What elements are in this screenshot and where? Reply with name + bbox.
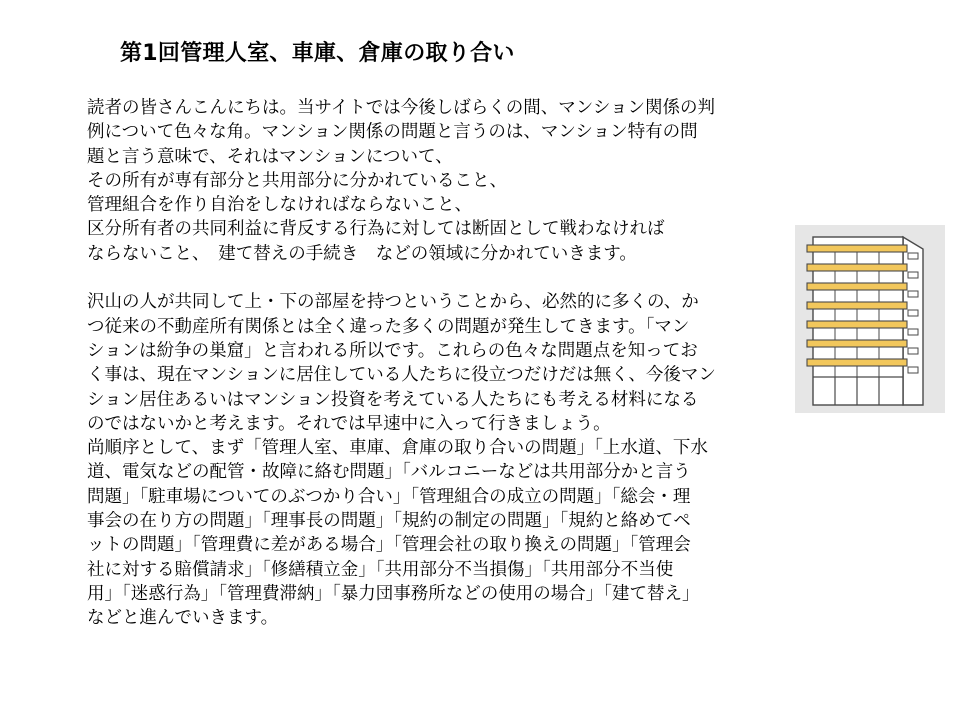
balcony-slab	[807, 302, 907, 309]
text-line: のではないかと考えます。それでは早速中に入って行きましょう。	[87, 413, 611, 434]
text-line: 沢山の人が共同して上・下の部屋を持つということから、必然的に多くの、か	[87, 292, 699, 313]
text-line: 用」「迷惑行為」「管理費滞納」「暴力団事務所などの使用の場合」「建て替え」	[87, 583, 700, 604]
blank-line	[87, 266, 787, 290]
text-line: 読者の皆さんこんにちは。当サイトでは今後しばらくの間、マンション関係の判	[87, 98, 715, 118]
text-line: ションは紛争の巣窟」と言われる所以です。これらの色々な問題点を知ってお	[87, 340, 698, 361]
text-line: つ従来の不動産所有関係とは全く違った多くの問題が発生してきます。「マン	[87, 316, 690, 337]
text-line: ットの問題」「管理費に差がある場合」「管理会社の取り換えの問題」「管理会	[87, 535, 691, 556]
text-line: 管理組合を作り自治をしなければならないこと、	[87, 195, 472, 216]
balcony-slab	[807, 245, 907, 252]
balcony-slab	[807, 359, 907, 366]
body-text	[87, 96, 787, 631]
text-line: 道、電気などの配管・故障に絡む問題」「バルコニーなどは共用部分かと言う	[87, 462, 691, 483]
balcony-slab	[807, 340, 907, 347]
apartment-building-icon	[795, 225, 945, 413]
text-line: 尚順序として、まず「管理人室、車庫、倉庫の取り合いの問題」「上水道、下水	[87, 438, 708, 459]
text-line: ならないこと、 建て替えの手続き などの領域に分かれていきます。	[87, 243, 637, 264]
apartment-illustration	[795, 225, 945, 413]
text-line: 例について色々な角。マンション関係の問題と言うのは、マンション特有の問	[87, 122, 698, 143]
balcony-slab	[807, 321, 907, 328]
text-line: などと進んでいきます。	[87, 608, 279, 629]
page-title: 第1回管理人室、車庫、倉庫の取り合い	[120, 41, 515, 66]
text-line: その所有が専有部分と共用部分に分かれていること、	[87, 170, 507, 191]
balcony-slab	[807, 264, 907, 271]
text-line: ション居住あるいはマンション投資を考えている人たちにも考える材料になる	[87, 389, 699, 410]
text-line: 社に対する賠償請求」「修繕積立金」「共用部分不当損傷」「共用部分不当使	[87, 559, 674, 580]
text-line: 題と言う意味で、それはマンションについて、	[87, 146, 453, 167]
text-line: く事は、現在マンションに居住している人たちに役立つだけだは無く、今後マン	[87, 365, 716, 386]
balcony-slab	[807, 283, 907, 290]
text-line: 区分所有者の共同利益に背反する行為に対しては断固として戦わなければ	[87, 219, 665, 240]
text-line: 事会の在り方の問題」「理事長の問題」「規約の制定の問題」「規約と絡めてペ	[87, 511, 691, 532]
text-line: 問題」「駐車場についてのぶつかり合い」「管理組合の成立の問題」「総会・理	[87, 486, 691, 507]
